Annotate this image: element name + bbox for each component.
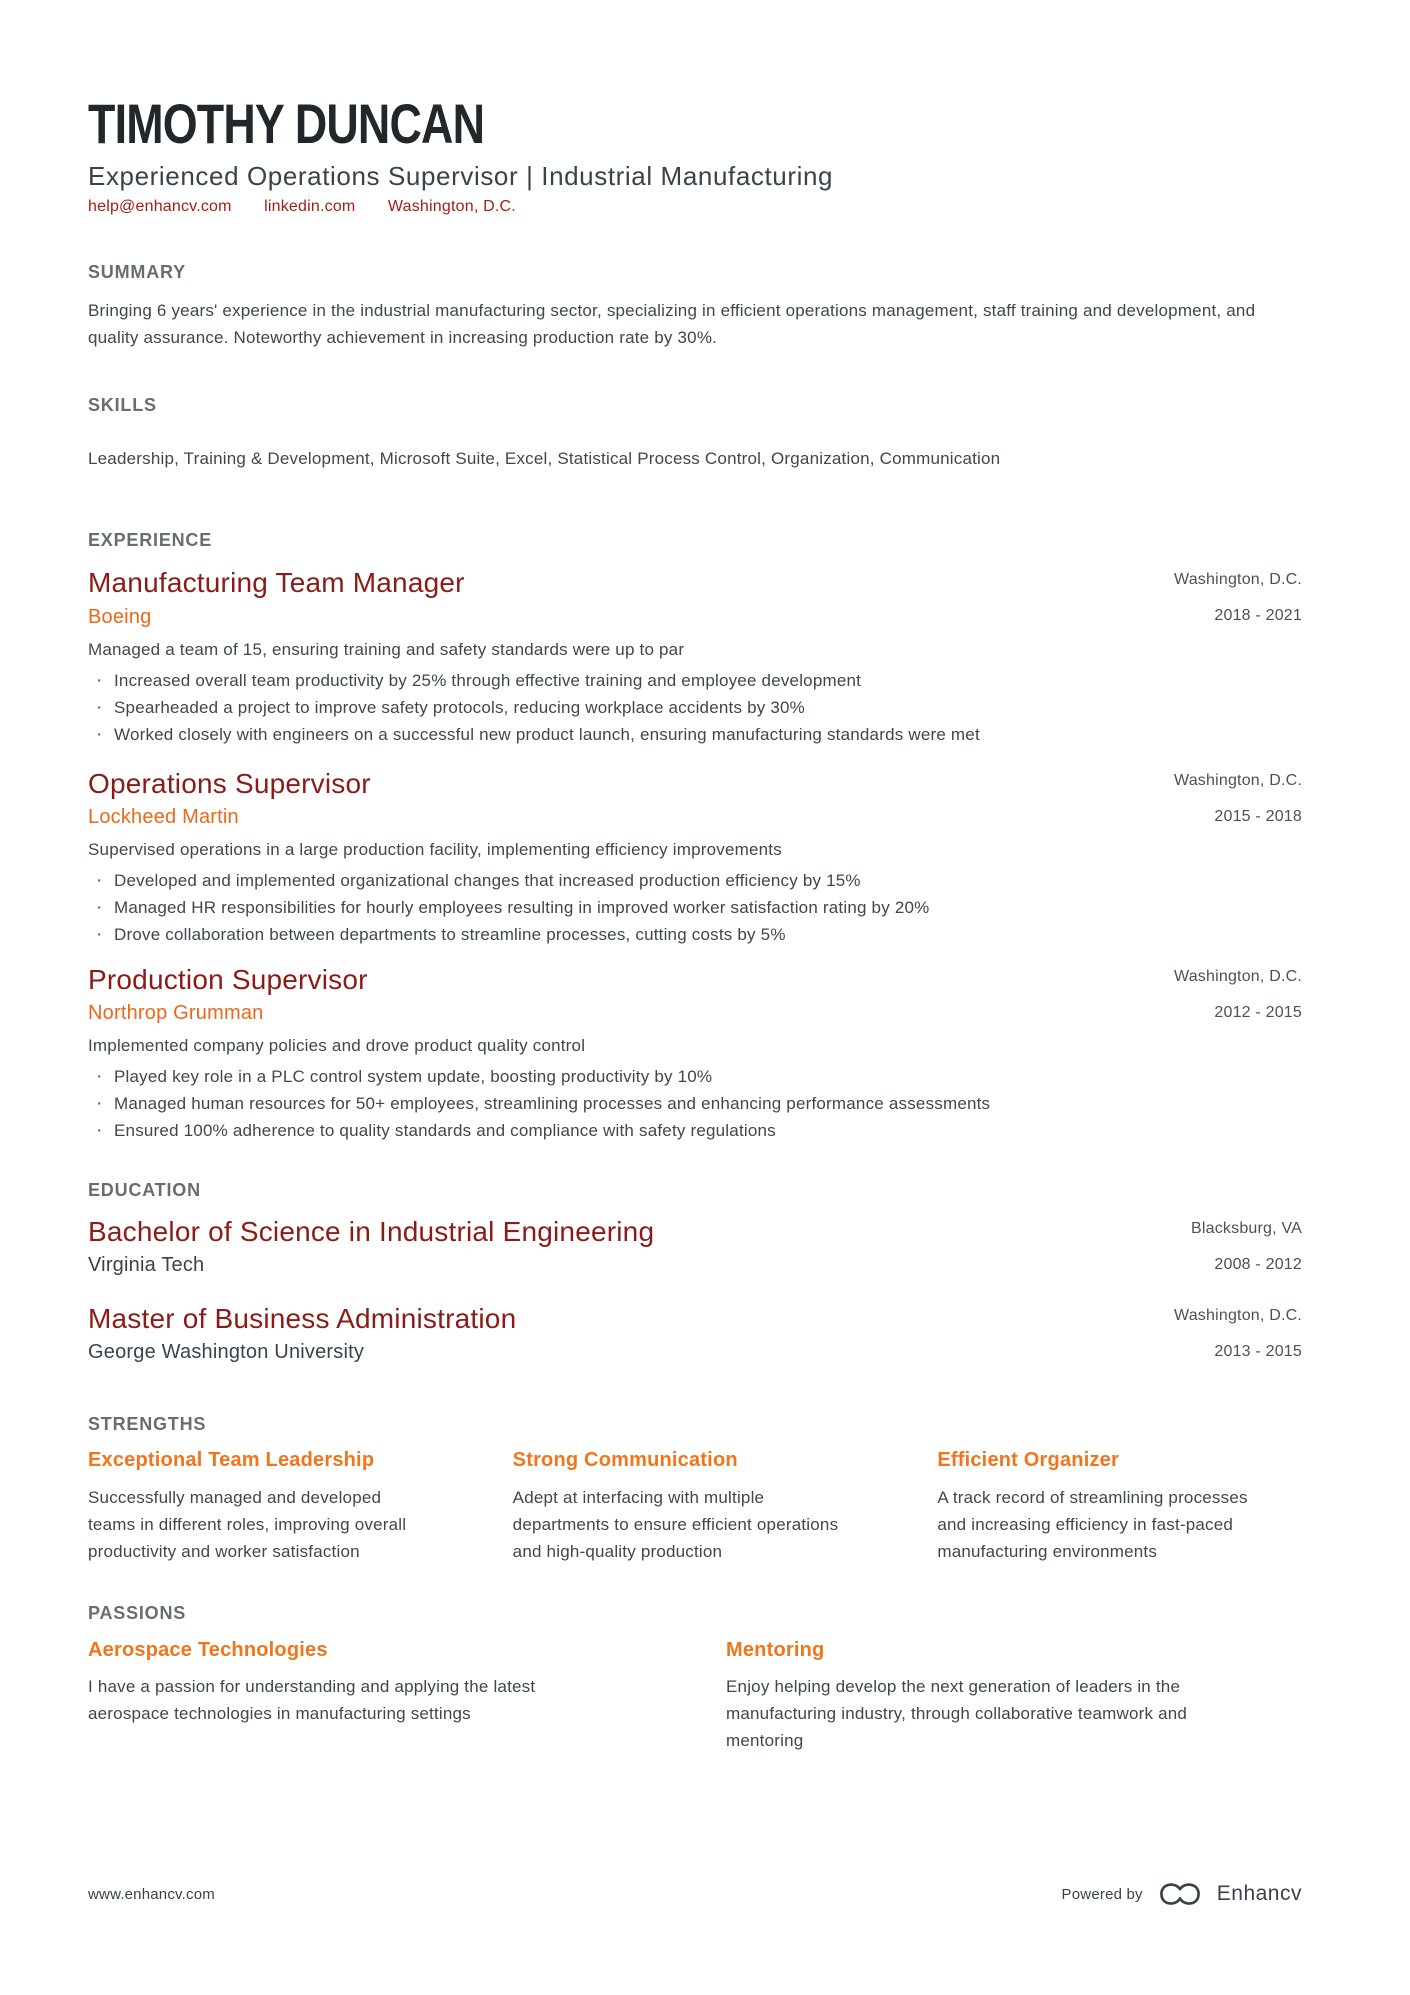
job-bullet: · Played key role in a PLC control system update, boosting productivity by 10% xyxy=(88,1063,1302,1090)
job-meta xyxy=(1174,570,1302,625)
degree-school: Virginia Tech xyxy=(88,1253,205,1276)
job-dates: 2018 - 2021 xyxy=(1214,607,1302,625)
job-company: Lockheed Martin xyxy=(88,805,239,828)
enhancv-infinity-logo-icon xyxy=(1157,1880,1203,1908)
strength-title: Exceptional Team Leadership xyxy=(88,1448,375,1471)
job-location: Washington, D.C. xyxy=(1174,571,1302,589)
degree-location: Blacksburg, VA xyxy=(1191,1219,1302,1237)
job-bullet: · Increased overall team productivity by 25% through effective training and employee development xyxy=(88,667,1302,694)
passions-columns xyxy=(88,1638,1302,1754)
strength-title: Strong Communication xyxy=(512,1448,738,1471)
strengths-columns xyxy=(88,1448,1302,1565)
job-meta xyxy=(1174,967,1302,1022)
contact-row xyxy=(88,197,1302,218)
job-dates: 2015 - 2018 xyxy=(1214,807,1302,825)
degree-dates: 2013 - 2015 xyxy=(1214,1342,1302,1360)
job-dates: 2012 - 2015 xyxy=(1214,1003,1302,1021)
job-bullet: · Ensured 100% adherence to quality standards and compliance with safety regulations xyxy=(88,1117,1302,1144)
job-description: Implemented company policies and drove product quality control xyxy=(88,1036,586,1056)
footer-site-link[interactable]: www.enhancv.com xyxy=(88,1885,215,1903)
degree-title: Bachelor of Science in Industrial Engineering xyxy=(88,1215,655,1247)
summary-heading: SUMMARY xyxy=(88,261,186,282)
passion-item xyxy=(88,1638,664,1754)
job-location: Washington, D.C. xyxy=(1174,967,1302,985)
experience-section xyxy=(88,530,1302,1144)
job-bullet: · Worked closely with engineers on a successful new product launch, ensuring manufacturing standards were met xyxy=(88,721,1302,748)
degree-title: Master of Business Administration xyxy=(88,1302,517,1334)
degree-meta xyxy=(1191,1219,1302,1274)
job-bullet: · Spearheaded a project to improve safety protocols, reducing workplace accidents by 30% xyxy=(88,694,1302,721)
strength-item xyxy=(937,1448,1302,1565)
degree-dates: 2008 - 2012 xyxy=(1214,1255,1302,1273)
summary-text: Bringing 6 years' experience in the industrial manufacturing sector, specializing in efficient operations management, staff training and development, and quality assurance. Noteworthy achievement in increasing production rate by 30%. xyxy=(88,301,1256,348)
passion-title: Aerospace Technologies xyxy=(88,1639,328,1662)
job-title: Production Supervisor xyxy=(88,963,368,995)
job-title: Operations Supervisor xyxy=(88,767,371,799)
job-location: Washington, D.C. xyxy=(1174,771,1302,789)
passion-item xyxy=(726,1638,1302,1754)
job-title: Manufacturing Team Manager xyxy=(88,567,465,599)
job-description: Supervised operations in a large production facility, implementing efficiency improvements xyxy=(88,839,782,859)
strength-text: Adept at interfacing with multiple departments to ensure efficient operations and high-quality production xyxy=(512,1487,839,1561)
degree-entry xyxy=(88,1303,1302,1364)
job-bullet: · Drove collaboration between departments to streamline processes, cutting costs by 5% xyxy=(88,921,1302,948)
strength-text: A track record of streamlining processes and increasing efficiency in fast-paced manufacturing environments xyxy=(937,1487,1248,1561)
experience-heading: EXPERIENCE xyxy=(88,529,213,550)
degree-school: George Washington University xyxy=(88,1341,365,1363)
headline: Experienced Operations Supervisor | Industrial Manufacturing xyxy=(88,161,834,191)
location-text: Washington, D.C. xyxy=(387,197,516,215)
passions-section xyxy=(88,1603,1302,1755)
resume-header xyxy=(88,92,1302,218)
job-company: Boeing xyxy=(88,605,152,628)
job-entry xyxy=(88,567,1302,747)
education-heading: EDUCATION xyxy=(88,1180,201,1201)
job-bullet: · Developed and implemented organizational changes that increased production efficiency by 15% xyxy=(88,867,1302,894)
degree-location: Washington, D.C. xyxy=(1174,1306,1302,1324)
job-entry xyxy=(88,964,1302,1144)
strength-title: Efficient Organizer xyxy=(937,1448,1119,1471)
job-entry xyxy=(88,768,1302,948)
degree-meta xyxy=(1174,1306,1302,1361)
job-bullet: · Managed HR responsibilities for hourly employees resulting in improved worker satisfaction rating by 20% xyxy=(88,894,1302,921)
job-bullet: · Managed human resources for 50+ employees, streamlining processes and enhancing performance assessments xyxy=(88,1090,1302,1117)
job-description: Managed a team of 15, ensuring training and safety standards were up to par xyxy=(88,639,685,659)
job-meta xyxy=(1174,771,1302,826)
linkedin-link[interactable]: linkedin.com xyxy=(264,197,356,215)
strengths-heading: STRENGTHS xyxy=(88,1414,207,1434)
job-bullet-list xyxy=(88,667,1302,748)
candidate-name: TIMOTHY DUNCAN xyxy=(88,92,485,155)
strength-item xyxy=(513,1448,878,1565)
passion-title: Mentoring xyxy=(726,1639,825,1662)
page-footer xyxy=(88,1880,1302,1908)
strength-item xyxy=(88,1448,453,1565)
strengths-section xyxy=(88,1414,1302,1565)
job-company: Northrop Grumman xyxy=(88,1002,264,1025)
passion-text: I have a passion for understanding and applying the latest aerospace technologies in manufacturing settings xyxy=(88,1677,536,1724)
strength-text: Successfully managed and developed teams in different roles, improving overall productivity and worker satisfaction xyxy=(88,1487,407,1561)
skills-section xyxy=(88,395,1302,472)
skills-text: Leadership, Training & Development, Microsoft Suite, Excel, Statistical Process Control, Organization, Communication xyxy=(88,448,1001,468)
skills-heading: SKILLS xyxy=(88,395,157,416)
passion-text: Enjoy helping develop the next generation of leaders in the manufacturing industry, through collaborative teamwork and mentoring xyxy=(726,1677,1188,1751)
summary-section xyxy=(88,262,1302,352)
job-bullet-list xyxy=(88,1063,1302,1144)
education-section xyxy=(88,1180,1302,1364)
job-bullet-list xyxy=(88,867,1302,948)
brand-wordmark: Enhancv xyxy=(1216,1882,1302,1905)
passions-heading: PASSIONS xyxy=(88,1602,187,1623)
degree-entry xyxy=(88,1216,1302,1277)
powered-by-label: Powered by xyxy=(1061,1885,1143,1903)
powered-by-brand-link[interactable] xyxy=(1062,1880,1302,1908)
email-link[interactable]: help@enhancv.com xyxy=(88,197,232,215)
